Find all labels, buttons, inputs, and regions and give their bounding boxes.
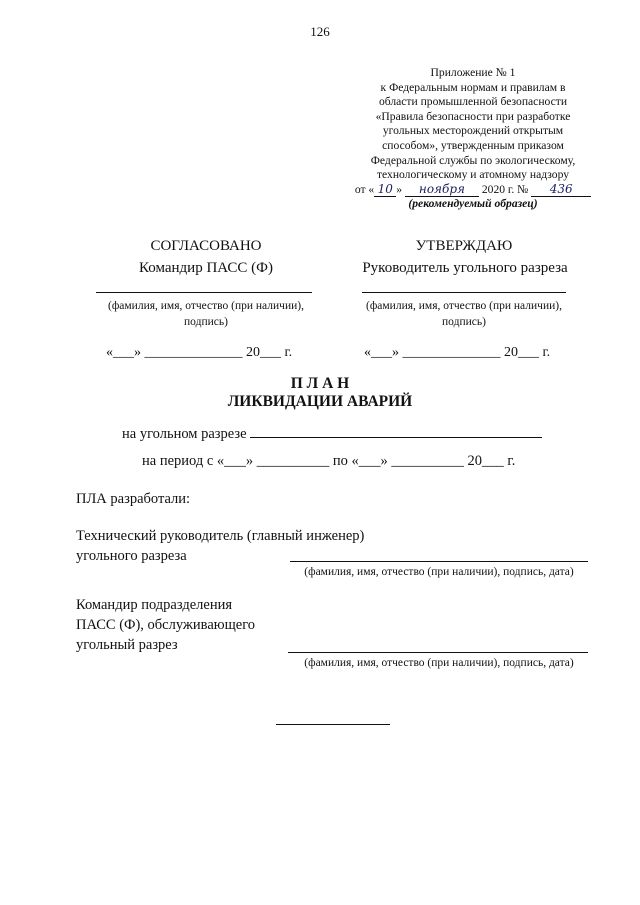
period-line: на период с «___» __________ по «___» __________ 20___ г. bbox=[142, 453, 516, 469]
appendix-line: угольных месторождений открытым bbox=[382, 124, 564, 138]
commander-caption: (фамилия, имя, отчество (при наличии), подпись, дата) bbox=[304, 657, 574, 669]
appendix-line: к Федеральным нормам и правилам в bbox=[380, 80, 566, 94]
plan-subtitle: ЛИКВИДАЦИИ АВАРИЙ bbox=[227, 393, 413, 410]
appendix-line: Федеральной службы по экологическому, bbox=[370, 153, 576, 167]
appendix-line: способом», утвержденным приказом bbox=[382, 138, 564, 152]
closing-separator bbox=[276, 724, 390, 725]
plan-title: П Л А Н bbox=[290, 375, 350, 392]
agreed-heading: СОГЛАСОВАНО bbox=[150, 238, 262, 254]
agreed-signature-line bbox=[96, 292, 312, 293]
approve-heading: УТВЕРЖДАЮ bbox=[415, 238, 513, 254]
page-number: 126 bbox=[310, 24, 330, 39]
appendix-line: Приложение № 1 bbox=[430, 66, 516, 79]
commander-signature-line bbox=[288, 652, 588, 653]
location-line bbox=[122, 423, 542, 443]
appendix-line: технологическому и атомному надзору bbox=[376, 168, 570, 182]
appendix-line: «Правила безопасности при разработке bbox=[375, 109, 571, 123]
approve-caption: (фамилия, имя, отчество (при наличии), подпись) bbox=[366, 300, 562, 328]
order-date-line bbox=[350, 183, 596, 198]
agreed-caption: (фамилия, имя, отчество (при наличии), подпись) bbox=[108, 300, 304, 328]
appendix-line: области промышленной безопасности bbox=[378, 95, 568, 109]
recommended-sample-note: (рекомендуемый образец) bbox=[408, 197, 538, 211]
date-prefix: от « bbox=[354, 182, 375, 196]
agreed-date: «___» ______________ 20___ г. bbox=[106, 345, 293, 360]
location-blank bbox=[250, 423, 542, 438]
handwritten-day: 10 bbox=[374, 183, 396, 197]
tech-lead-title: Технический руководитель (главный инженер) bbox=[76, 528, 365, 544]
approve-position: Руководитель угольного разреза bbox=[362, 260, 568, 276]
tech-lead-caption: (фамилия, имя, отчество (при наличии), подпись, дата) bbox=[304, 566, 574, 578]
location-label: на угольном разрезе bbox=[122, 426, 247, 442]
appendix-block bbox=[350, 66, 596, 212]
approve-date: «___» ______________ 20___ г. bbox=[364, 345, 551, 360]
commander-title-3: угольный разрез bbox=[76, 637, 178, 653]
date-year: 2020 г. № bbox=[481, 182, 529, 196]
approve-signature-line bbox=[362, 292, 566, 293]
commander-title-2: ПАСС (Ф), обслуживающего bbox=[76, 617, 256, 633]
tech-lead-title-2: угольного разреза bbox=[76, 548, 187, 564]
date-mid: » bbox=[396, 182, 403, 196]
handwritten-order-number: 436 bbox=[531, 183, 591, 197]
agreed-position: Командир ПАСС (Ф) bbox=[139, 260, 273, 276]
commander-title: Командир подразделения bbox=[76, 597, 233, 613]
tech-lead-signature-line bbox=[290, 561, 588, 562]
developed-by-label: ПЛА разработали: bbox=[76, 491, 191, 507]
handwritten-month: ноября bbox=[405, 183, 479, 197]
